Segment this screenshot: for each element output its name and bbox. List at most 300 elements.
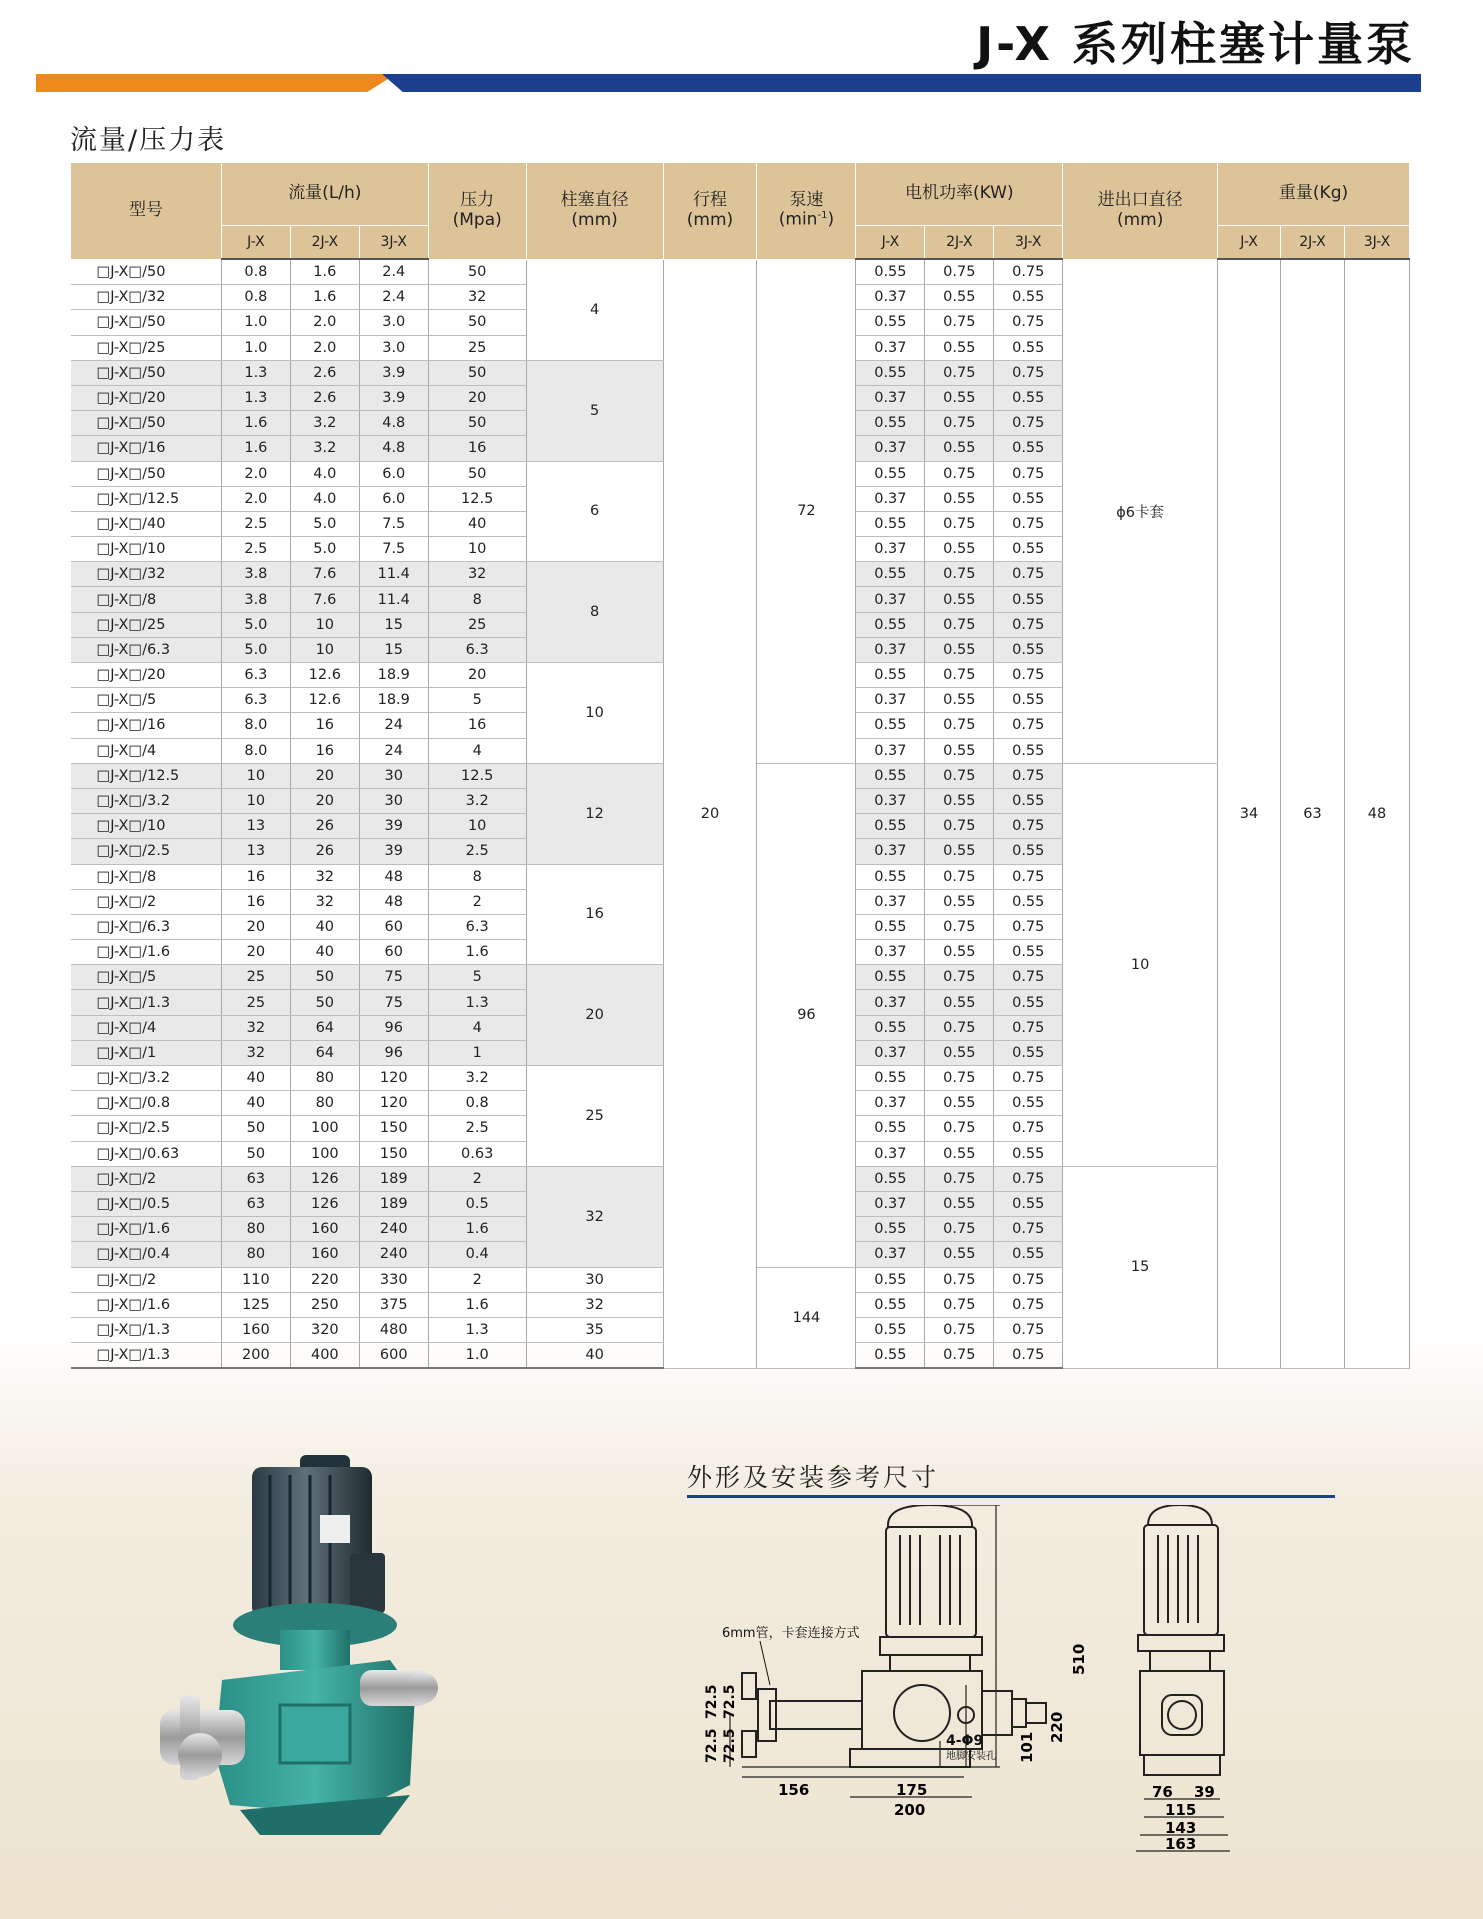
flow-2jx-cell: 1.6 <box>290 259 359 285</box>
power-3jx-cell: 0.55 <box>994 436 1063 461</box>
power-jx-cell: 0.37 <box>856 385 925 410</box>
power-jx-cell: 0.55 <box>856 1166 925 1191</box>
weight-cell: 63 <box>1281 259 1345 1368</box>
pressure-cell: 1.6 <box>428 1292 526 1317</box>
flow-jx-cell: 2.0 <box>221 461 290 486</box>
dim-72-a: 72.5 <box>722 1684 738 1719</box>
pressure-cell: 8 <box>428 864 526 889</box>
header-speed-label: 泵速 <box>789 189 824 210</box>
flow-3jx-cell: 7.5 <box>359 511 428 536</box>
power-jx-cell: 0.55 <box>856 1317 925 1342</box>
power-3jx-cell: 0.75 <box>994 1166 1063 1191</box>
flow-3jx-cell: 189 <box>359 1166 428 1191</box>
pressure-cell: 20 <box>428 663 526 688</box>
flow-2jx-cell: 12.6 <box>290 688 359 713</box>
model-cell: □J-X□/4 <box>71 738 222 763</box>
flow-2jx-cell: 2.0 <box>290 310 359 335</box>
power-3jx-cell: 0.55 <box>994 637 1063 662</box>
flow-jx-cell: 16 <box>221 864 290 889</box>
power-3jx-cell: 0.55 <box>994 889 1063 914</box>
power-jx-cell: 0.37 <box>856 1242 925 1267</box>
flow-3jx-cell: 7.5 <box>359 537 428 562</box>
flow-3jx-cell: 60 <box>359 940 428 965</box>
pressure-cell: 16 <box>428 713 526 738</box>
flow-jx-cell: 3.8 <box>221 562 290 587</box>
header-port-unit: (mm) <box>1116 209 1164 230</box>
power-3jx-cell: 0.75 <box>994 663 1063 688</box>
power-3jx-cell: 0.75 <box>994 1267 1063 1292</box>
flow-2jx-cell: 126 <box>290 1191 359 1216</box>
plunger-cell: 4 <box>526 259 663 360</box>
power-2jx-cell: 0.75 <box>925 1343 994 1369</box>
pressure-cell: 5 <box>428 965 526 990</box>
power-jx-cell: 0.55 <box>856 814 925 839</box>
dim-220: 220 <box>1048 1711 1066 1743</box>
flow-2jx-cell: 400 <box>290 1343 359 1369</box>
header-speed-unit-post: ) <box>827 210 835 231</box>
speed-cell: 96 <box>757 763 856 1267</box>
plunger-cell: 8 <box>526 562 663 663</box>
pressure-cell: 50 <box>428 259 526 285</box>
pressure-cell: 50 <box>428 411 526 436</box>
page-title: J-X 系列柱塞计量泵 <box>976 17 1415 71</box>
power-jx-cell: 0.55 <box>856 1066 925 1091</box>
pressure-cell: 1 <box>428 1040 526 1065</box>
flow-3jx-cell: 6.0 <box>359 486 428 511</box>
model-cell: □J-X□/5 <box>71 688 222 713</box>
flow-3jx-cell: 3.0 <box>359 310 428 335</box>
power-3jx-cell: 0.55 <box>994 1091 1063 1116</box>
dim-175: 175 <box>896 1781 928 1799</box>
header-pressure-label: 压力 <box>460 190 495 211</box>
model-cell: □J-X□/3.2 <box>71 788 222 813</box>
power-jx-cell: 0.37 <box>856 990 925 1015</box>
dim-200: 200 <box>894 1801 926 1819</box>
flow-3jx-cell: 75 <box>359 965 428 990</box>
model-cell: □J-X□/16 <box>71 436 222 461</box>
flow-2jx-cell: 3.2 <box>290 436 359 461</box>
flow-jx-cell: 32 <box>221 1040 290 1065</box>
model-cell: □J-X□/50 <box>71 310 222 335</box>
dim-115: 115 <box>1165 1801 1197 1819</box>
spec-table <box>70 163 1410 1369</box>
power-3jx-cell: 0.75 <box>994 914 1063 939</box>
plunger-cell: 30 <box>526 1267 663 1292</box>
power-jx-cell: 0.37 <box>856 335 925 360</box>
flow-jx-cell: 5.0 <box>221 612 290 637</box>
flow-jx-cell: 1.0 <box>221 310 290 335</box>
flow-2jx-cell: 100 <box>290 1116 359 1141</box>
flow-jx-cell: 13 <box>221 839 290 864</box>
power-2jx-cell: 0.75 <box>925 1317 994 1342</box>
header-speed-unit-sup: -1 <box>817 210 828 222</box>
header-flow: 流量(L/h) <box>221 163 428 226</box>
power-jx-cell: 0.37 <box>856 587 925 612</box>
power-3jx-cell: 0.55 <box>994 1242 1063 1267</box>
power-jx-cell: 0.55 <box>856 1343 925 1369</box>
flow-jx-cell: 20 <box>221 940 290 965</box>
power-jx-cell: 0.55 <box>856 1116 925 1141</box>
flow-3jx-cell: 3.9 <box>359 385 428 410</box>
flow-2jx-cell: 12.6 <box>290 663 359 688</box>
header-plunger <box>526 163 663 259</box>
pressure-cell: 5 <box>428 688 526 713</box>
flow-2jx-cell: 20 <box>290 763 359 788</box>
power-jx-cell: 0.55 <box>856 360 925 385</box>
power-3jx-cell: 0.75 <box>994 1015 1063 1040</box>
model-cell: □J-X□/25 <box>71 335 222 360</box>
flow-3jx-cell: 189 <box>359 1191 428 1216</box>
power-3jx-cell: 0.55 <box>994 537 1063 562</box>
power-2jx-cell: 0.55 <box>925 1191 994 1216</box>
power-3jx-cell: 0.75 <box>994 1066 1063 1091</box>
power-3jx-cell: 0.75 <box>994 360 1063 385</box>
power-jx-cell: 0.55 <box>856 763 925 788</box>
power-3jx-cell: 0.55 <box>994 738 1063 763</box>
flow-jx-cell: 2.5 <box>221 511 290 536</box>
power-3jx-cell: 0.55 <box>994 839 1063 864</box>
model-cell: □J-X□/0.4 <box>71 1242 222 1267</box>
pressure-cell: 2 <box>428 1166 526 1191</box>
pressure-cell: 12.5 <box>428 486 526 511</box>
model-cell: □J-X□/5 <box>71 965 222 990</box>
flow-3jx-cell: 2.4 <box>359 285 428 310</box>
pressure-cell: 3.2 <box>428 1066 526 1091</box>
pressure-cell: 0.63 <box>428 1141 526 1166</box>
flow-3jx-cell: 24 <box>359 713 428 738</box>
flow-3jx-cell: 4.8 <box>359 436 428 461</box>
power-3jx-cell: 0.75 <box>994 310 1063 335</box>
power-2jx-cell: 0.55 <box>925 788 994 813</box>
flow-2jx-cell: 160 <box>290 1217 359 1242</box>
flow-2jx-cell: 26 <box>290 839 359 864</box>
power-3jx-cell: 0.55 <box>994 788 1063 813</box>
flow-jx-cell: 20 <box>221 914 290 939</box>
weight-cell: 48 <box>1344 259 1409 1368</box>
flow-3jx-cell: 30 <box>359 788 428 813</box>
flow-3jx-cell: 3.0 <box>359 335 428 360</box>
header-plunger-label: 柱塞直径 <box>560 190 629 211</box>
power-3jx-cell: 0.75 <box>994 814 1063 839</box>
power-3jx-cell: 0.75 <box>994 562 1063 587</box>
sub-weight-jx: J-X <box>1218 226 1281 260</box>
power-jx-cell: 0.37 <box>856 637 925 662</box>
model-cell: □J-X□/16 <box>71 713 222 738</box>
power-jx-cell: 0.55 <box>856 1267 925 1292</box>
flow-3jx-cell: 2.4 <box>359 259 428 285</box>
model-cell: □J-X□/1.6 <box>71 940 222 965</box>
power-2jx-cell: 0.55 <box>925 688 994 713</box>
flow-2jx-cell: 4.0 <box>290 461 359 486</box>
port-cell: 10 <box>1063 763 1218 1166</box>
model-cell: □J-X□/2.5 <box>71 839 222 864</box>
power-3jx-cell: 0.55 <box>994 940 1063 965</box>
sub-weight-2jx: 2J-X <box>1281 226 1345 260</box>
flow-2jx-cell: 40 <box>290 940 359 965</box>
power-2jx-cell: 0.75 <box>925 360 994 385</box>
flow-3jx-cell: 330 <box>359 1267 428 1292</box>
port-cell: 15 <box>1063 1166 1218 1368</box>
header-model: 型号 <box>71 163 222 259</box>
header-pressure-unit: (Mpa) <box>452 209 502 230</box>
header-pressure <box>428 163 526 259</box>
power-3jx-cell: 0.55 <box>994 587 1063 612</box>
pressure-cell: 40 <box>428 511 526 536</box>
flow-jx-cell: 40 <box>221 1066 290 1091</box>
power-jx-cell: 0.37 <box>856 436 925 461</box>
flow-3jx-cell: 11.4 <box>359 587 428 612</box>
power-3jx-cell: 0.75 <box>994 612 1063 637</box>
flow-jx-cell: 5.0 <box>221 637 290 662</box>
power-2jx-cell: 0.75 <box>925 1166 994 1191</box>
model-cell: □J-X□/1.3 <box>71 990 222 1015</box>
pressure-cell: 10 <box>428 814 526 839</box>
flow-3jx-cell: 18.9 <box>359 688 428 713</box>
flow-2jx-cell: 26 <box>290 814 359 839</box>
power-jx-cell: 0.37 <box>856 788 925 813</box>
power-jx-cell: 0.37 <box>856 738 925 763</box>
model-cell: □J-X□/1.3 <box>71 1317 222 1342</box>
power-jx-cell: 0.37 <box>856 688 925 713</box>
flow-3jx-cell: 150 <box>359 1116 428 1141</box>
header-stroke-label: 行程 <box>693 190 727 211</box>
power-jx-cell: 0.37 <box>856 1040 925 1065</box>
plunger-cell: 25 <box>526 1066 663 1167</box>
power-3jx-cell: 0.75 <box>994 1217 1063 1242</box>
power-2jx-cell: 0.75 <box>925 1015 994 1040</box>
stroke-cell: 20 <box>663 259 757 1368</box>
flow-2jx-cell: 80 <box>290 1091 359 1116</box>
flow-jx-cell: 80 <box>221 1217 290 1242</box>
model-cell: □J-X□/6.3 <box>71 637 222 662</box>
power-2jx-cell: 0.55 <box>925 335 994 360</box>
power-3jx-cell: 0.55 <box>994 1040 1063 1065</box>
flow-3jx-cell: 39 <box>359 839 428 864</box>
power-jx-cell: 0.37 <box>856 1141 925 1166</box>
model-cell: □J-X□/10 <box>71 537 222 562</box>
sub-power-jx: J-X <box>856 226 925 260</box>
flow-jx-cell: 10 <box>221 788 290 813</box>
power-2jx-cell: 0.75 <box>925 763 994 788</box>
flow-jx-cell: 6.3 <box>221 688 290 713</box>
port-cell: ϕ6卡套 <box>1063 259 1218 763</box>
flow-jx-cell: 2.0 <box>221 486 290 511</box>
power-2jx-cell: 0.55 <box>925 385 994 410</box>
plunger-cell: 32 <box>526 1166 663 1267</box>
plunger-cell: 20 <box>526 965 663 1066</box>
flow-2jx-cell: 80 <box>290 1066 359 1091</box>
plunger-cell: 5 <box>526 360 663 461</box>
flow-3jx-cell: 375 <box>359 1292 428 1317</box>
power-3jx-cell: 0.75 <box>994 713 1063 738</box>
flow-2jx-cell: 100 <box>290 1141 359 1166</box>
header-bar-orange <box>36 74 396 92</box>
spec-table-body <box>71 259 1410 1368</box>
header-stroke <box>663 163 757 259</box>
power-jx-cell: 0.55 <box>856 511 925 536</box>
power-2jx-cell: 0.75 <box>925 914 994 939</box>
drawing-holes: 4-Φ9 <box>946 1733 984 1749</box>
plunger-cell: 40 <box>526 1343 663 1369</box>
power-2jx-cell: 0.75 <box>925 612 994 637</box>
power-2jx-cell: 0.75 <box>925 1217 994 1242</box>
flow-jx-cell: 1.6 <box>221 436 290 461</box>
power-jx-cell: 0.37 <box>856 940 925 965</box>
model-cell: □J-X□/2 <box>71 1267 222 1292</box>
dim-72-d: 72.5 <box>704 1728 720 1763</box>
dim-72-c: 72.5 <box>704 1684 720 1719</box>
model-cell: □J-X□/50 <box>71 461 222 486</box>
pressure-cell: 25 <box>428 335 526 360</box>
model-cell: □J-X□/6.3 <box>71 914 222 939</box>
pressure-cell: 2.5 <box>428 1116 526 1141</box>
sub-weight-3jx: 3J-X <box>1344 226 1409 260</box>
header-power: 电机功率(KW) <box>856 163 1063 226</box>
dim-156: 156 <box>778 1781 810 1799</box>
power-2jx-cell: 0.55 <box>925 285 994 310</box>
flow-3jx-cell: 600 <box>359 1343 428 1369</box>
power-jx-cell: 0.55 <box>856 1015 925 1040</box>
header-port-label: 进出口直径 <box>1097 190 1183 211</box>
flow-jx-cell: 16 <box>221 889 290 914</box>
sub-power-2jx: 2J-X <box>925 226 994 260</box>
flow-2jx-cell: 160 <box>290 1242 359 1267</box>
power-jx-cell: 0.55 <box>856 461 925 486</box>
power-3jx-cell: 0.55 <box>994 335 1063 360</box>
pressure-cell: 50 <box>428 310 526 335</box>
model-cell: □J-X□/8 <box>71 587 222 612</box>
header-speed <box>757 163 856 259</box>
power-jx-cell: 0.55 <box>856 713 925 738</box>
flow-3jx-cell: 120 <box>359 1091 428 1116</box>
flow-3jx-cell: 48 <box>359 864 428 889</box>
flow-jx-cell: 2.5 <box>221 537 290 562</box>
model-cell: □J-X□/50 <box>71 259 222 285</box>
power-jx-cell: 0.55 <box>856 1217 925 1242</box>
pressure-cell: 1.0 <box>428 1343 526 1369</box>
power-2jx-cell: 0.75 <box>925 713 994 738</box>
power-jx-cell: 0.55 <box>856 562 925 587</box>
flow-2jx-cell: 64 <box>290 1040 359 1065</box>
flow-3jx-cell: 6.0 <box>359 461 428 486</box>
power-3jx-cell: 0.75 <box>994 763 1063 788</box>
power-jx-cell: 0.37 <box>856 285 925 310</box>
pressure-cell: 6.3 <box>428 914 526 939</box>
power-2jx-cell: 0.55 <box>925 940 994 965</box>
pressure-cell: 2 <box>428 1267 526 1292</box>
weight-cell: 34 <box>1218 259 1281 1368</box>
power-2jx-cell: 0.75 <box>925 562 994 587</box>
power-2jx-cell: 0.75 <box>925 310 994 335</box>
flow-2jx-cell: 126 <box>290 1166 359 1191</box>
power-2jx-cell: 0.55 <box>925 839 994 864</box>
flow-jx-cell: 13 <box>221 814 290 839</box>
model-cell: □J-X□/40 <box>71 511 222 536</box>
power-2jx-cell: 0.75 <box>925 965 994 990</box>
flow-2jx-cell: 50 <box>290 965 359 990</box>
model-cell: □J-X□/32 <box>71 285 222 310</box>
power-3jx-cell: 0.75 <box>994 411 1063 436</box>
pressure-cell: 1.6 <box>428 1217 526 1242</box>
power-2jx-cell: 0.75 <box>925 1292 994 1317</box>
flow-jx-cell: 80 <box>221 1242 290 1267</box>
header-speed-unit-pre: (min <box>778 210 818 231</box>
model-cell: □J-X□/2.5 <box>71 1116 222 1141</box>
flow-jx-cell: 50 <box>221 1141 290 1166</box>
flow-3jx-cell: 11.4 <box>359 562 428 587</box>
flow-2jx-cell: 2.6 <box>290 360 359 385</box>
flow-3jx-cell: 15 <box>359 637 428 662</box>
power-2jx-cell: 0.75 <box>925 461 994 486</box>
power-3jx-cell: 0.55 <box>994 486 1063 511</box>
pressure-cell: 12.5 <box>428 763 526 788</box>
model-cell: □J-X□/2 <box>71 889 222 914</box>
flow-jx-cell: 1.0 <box>221 335 290 360</box>
pressure-cell: 20 <box>428 385 526 410</box>
flow-2jx-cell: 1.6 <box>290 285 359 310</box>
flow-2jx-cell: 7.6 <box>290 587 359 612</box>
flow-3jx-cell: 30 <box>359 763 428 788</box>
model-cell: □J-X□/12.5 <box>71 763 222 788</box>
flow-jx-cell: 25 <box>221 965 290 990</box>
flow-jx-cell: 0.8 <box>221 259 290 285</box>
power-2jx-cell: 0.75 <box>925 814 994 839</box>
flow-3jx-cell: 3.9 <box>359 360 428 385</box>
sub-flow-2jx: 2J-X <box>290 226 359 260</box>
table-row <box>71 259 1410 285</box>
flow-2jx-cell: 2.0 <box>290 335 359 360</box>
plunger-cell: 6 <box>526 461 663 562</box>
flow-jx-cell: 10 <box>221 763 290 788</box>
flow-jx-cell: 63 <box>221 1191 290 1216</box>
pressure-cell: 1.6 <box>428 940 526 965</box>
pressure-cell: 1.3 <box>428 1317 526 1342</box>
power-3jx-cell: 0.55 <box>994 1141 1063 1166</box>
model-cell: □J-X□/20 <box>71 385 222 410</box>
flow-2jx-cell: 10 <box>290 637 359 662</box>
power-2jx-cell: 0.55 <box>925 587 994 612</box>
power-3jx-cell: 0.75 <box>994 461 1063 486</box>
power-3jx-cell: 0.75 <box>994 259 1063 285</box>
pressure-cell: 50 <box>428 360 526 385</box>
flow-2jx-cell: 4.0 <box>290 486 359 511</box>
flow-3jx-cell: 39 <box>359 814 428 839</box>
power-3jx-cell: 0.55 <box>994 990 1063 1015</box>
flow-2jx-cell: 64 <box>290 1015 359 1040</box>
flow-jx-cell: 110 <box>221 1267 290 1292</box>
plunger-cell: 16 <box>526 864 663 965</box>
pressure-cell: 25 <box>428 612 526 637</box>
power-3jx-cell: 0.75 <box>994 1292 1063 1317</box>
flow-2jx-cell: 40 <box>290 914 359 939</box>
dim-163: 163 <box>1165 1835 1197 1853</box>
header-bar-blue <box>382 74 1421 92</box>
flow-jx-cell: 1.3 <box>221 385 290 410</box>
flow-2jx-cell: 32 <box>290 864 359 889</box>
flow-2jx-cell: 5.0 <box>290 511 359 536</box>
power-2jx-cell: 0.55 <box>925 1091 994 1116</box>
plunger-cell: 32 <box>526 1292 663 1317</box>
power-jx-cell: 0.55 <box>856 1292 925 1317</box>
model-cell: □J-X□/1.6 <box>71 1217 222 1242</box>
flow-jx-cell: 0.8 <box>221 285 290 310</box>
flow-2jx-cell: 16 <box>290 738 359 763</box>
dimension-drawing <box>700 1505 1340 1885</box>
model-cell: □J-X□/1.6 <box>71 1292 222 1317</box>
power-2jx-cell: 0.55 <box>925 537 994 562</box>
flow-jx-cell: 25 <box>221 990 290 1015</box>
power-2jx-cell: 0.55 <box>925 990 994 1015</box>
